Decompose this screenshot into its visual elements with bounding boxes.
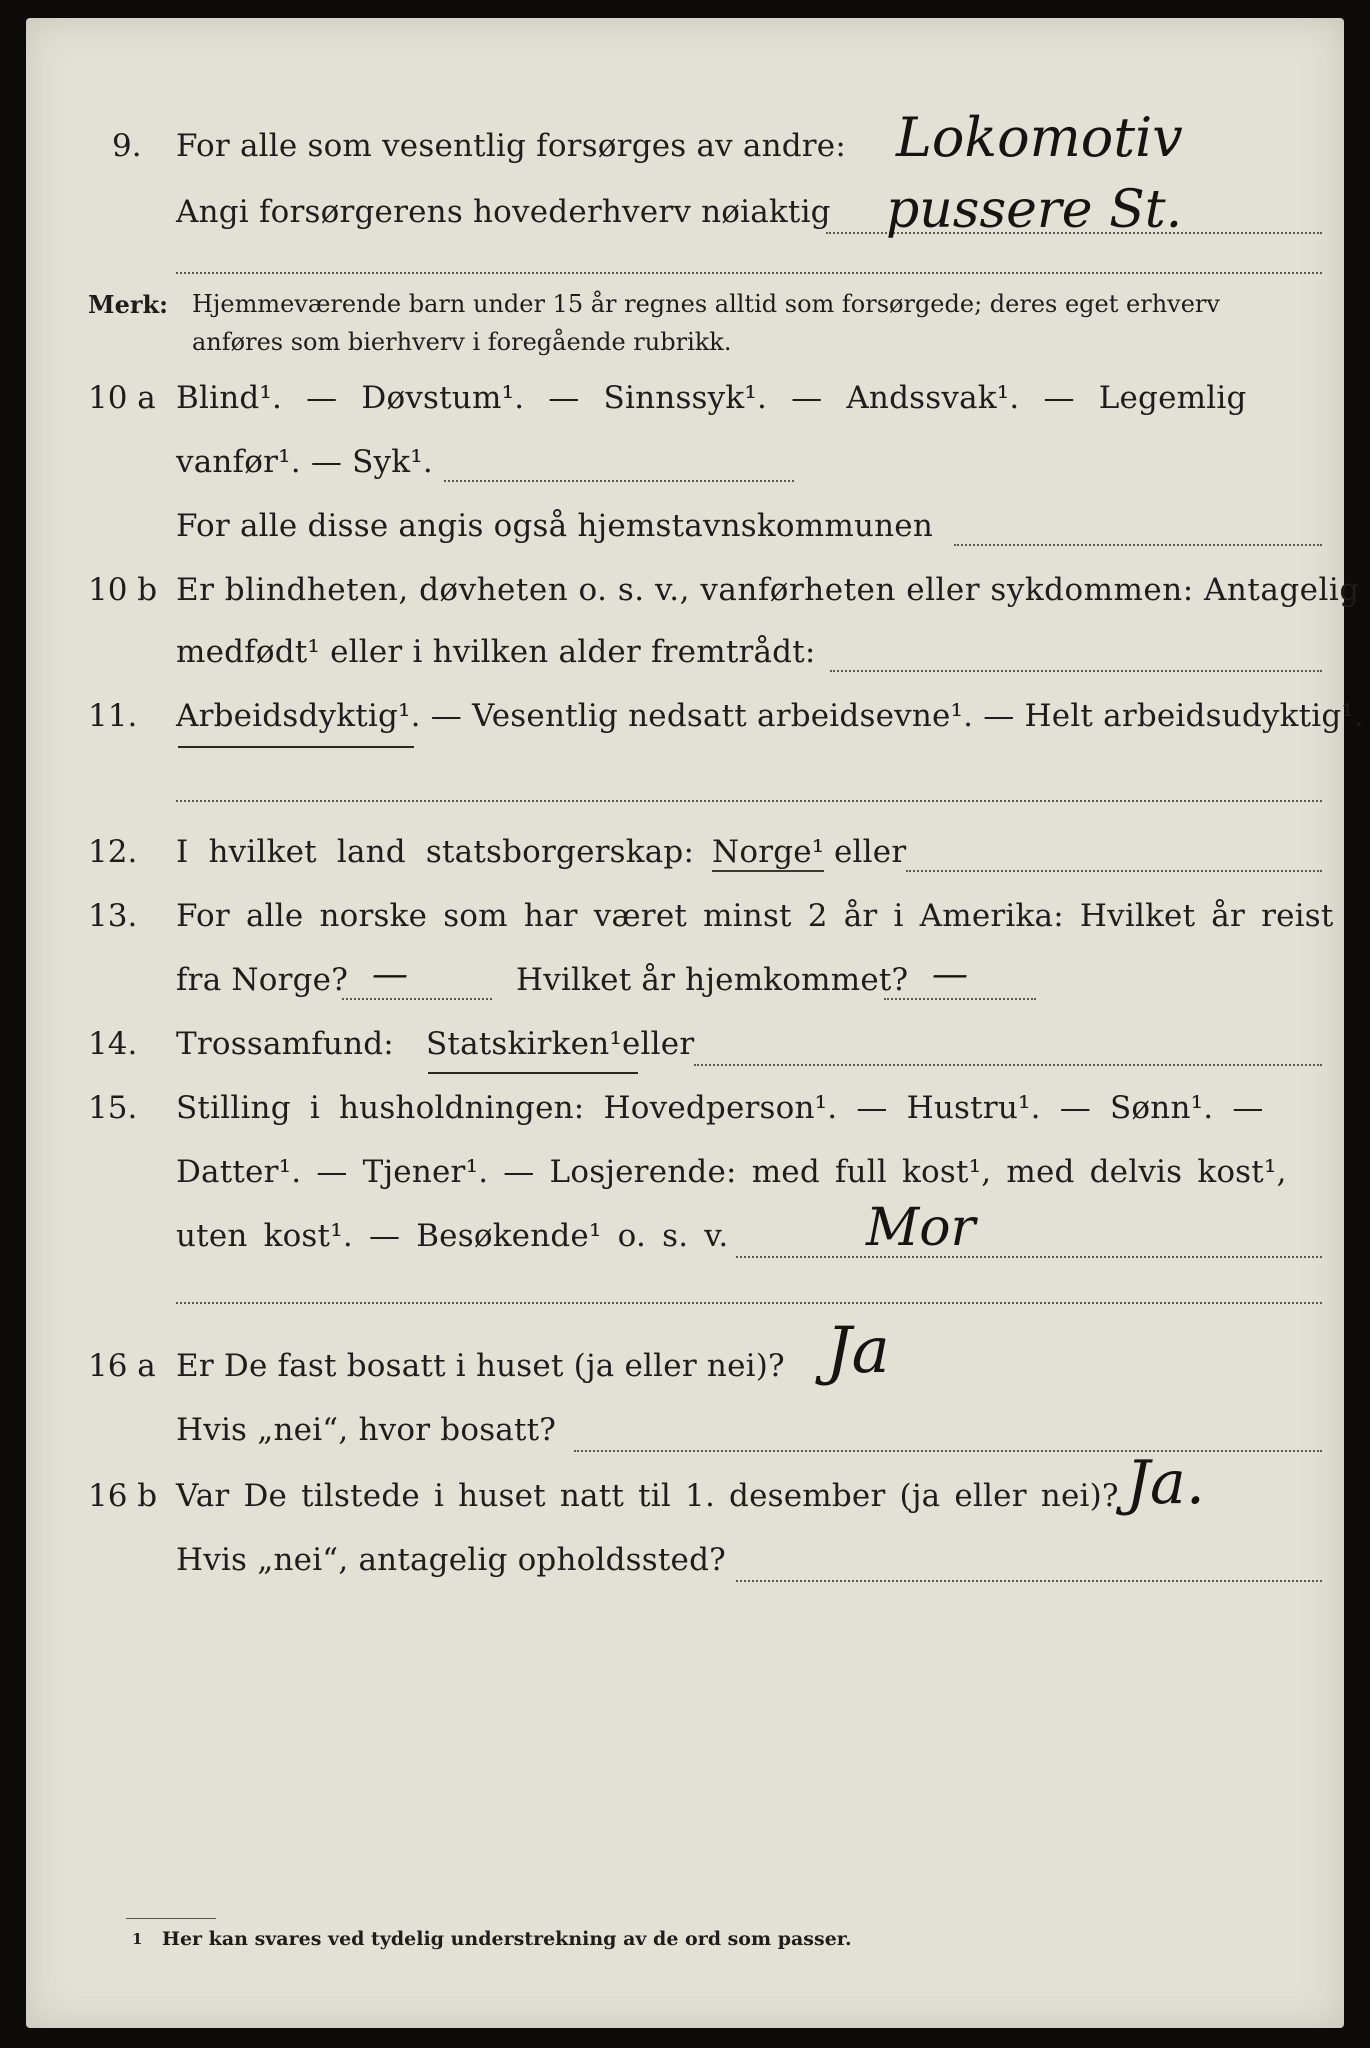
answer-line [906, 870, 1322, 872]
question-10a-line2 [26, 444, 1344, 504]
question-10a [26, 380, 1344, 440]
question-10a-line3 [26, 508, 1344, 568]
underline-mark [178, 746, 414, 748]
question-number: 14. [88, 1026, 138, 1062]
note-text: Hjemmeværende barn under 15 år regnes alltid som forsørgede; deres eget erhverv [192, 290, 1220, 318]
handwritten-answer: Mor [866, 1198, 976, 1258]
answer-line [694, 1064, 1322, 1066]
answer-line [342, 998, 492, 1000]
question-11 [26, 698, 1365, 758]
handwritten-answer: — [932, 954, 968, 995]
question-10b-line2 [26, 634, 1344, 694]
answer-line [954, 544, 1322, 546]
handwritten-answer: pussere St. [886, 180, 1183, 240]
question-number: 16 a [88, 1348, 156, 1384]
answer-line [176, 272, 1322, 274]
handwritten-answer: — [372, 954, 408, 995]
question-12 [26, 834, 1344, 894]
question-15-line3 [26, 1198, 1344, 1278]
answer-line [444, 480, 794, 482]
answer-line [176, 800, 1322, 802]
question-text: Trossamfund: [176, 1026, 394, 1062]
question-text: I hvilket land statsborgerskap: [176, 834, 695, 870]
question-number: 11. [88, 698, 138, 734]
answer-line [176, 1302, 1322, 1304]
question-text: For alle som vesentlig forsørges av andre: [176, 128, 846, 164]
handwritten-answer: Lokomotiv [896, 106, 1183, 169]
handwritten-answer: Ja [826, 1314, 890, 1388]
question-number: 16 b [88, 1478, 158, 1514]
footnote-mark: 1 [132, 1930, 143, 1948]
question-15 [26, 1090, 1344, 1150]
question-text: For alle norske som har været minst 2 år i Amerika: Hvilket år reist [176, 898, 1334, 934]
question-16a [26, 1314, 1344, 1408]
answer-line [574, 1450, 1322, 1452]
question-9 [26, 106, 1344, 188]
selected-option: Statskirken¹ [426, 1026, 622, 1062]
question-text: medfødt¹ eller i hvilken alder fremtrådt: [176, 634, 816, 670]
question-13 [26, 898, 1344, 958]
answer-line [736, 1580, 1322, 1582]
question-number: 15. [88, 1090, 138, 1126]
question-16b-line2 [26, 1542, 1344, 1602]
note-label: Merk: [88, 290, 168, 319]
question-text: Blind¹. — Døvstum¹. — Sinnssyk¹. — Andssvak¹. — Legemlig [176, 380, 1247, 416]
question-number: 10 a [88, 380, 156, 416]
answer-line [830, 670, 1322, 672]
question-text: Hvilket år hjemkommet? [516, 962, 909, 998]
question-text: vanfør¹. — Syk¹. [176, 444, 433, 480]
selected-option: Norge¹ [712, 834, 825, 870]
question-text: Datter¹. — Tjener¹. — Losjerende: med full kost¹, med delvis kost¹, [176, 1154, 1287, 1190]
question-number: 13. [88, 898, 138, 934]
question-16b [26, 1448, 1344, 1538]
question-number: 12. [88, 834, 138, 870]
answer-line [736, 1256, 1322, 1258]
question-text: For alle disse angis også hjemstavnskommunen [176, 508, 933, 544]
question-text: Angi forsørgerens hovederhverv nøiaktig [176, 194, 831, 230]
question-text: eller [834, 834, 907, 870]
question-text: uten kost¹. — Besøkende¹ o. s. v. [176, 1218, 729, 1254]
question-number: 10 b [88, 572, 158, 608]
answer-line [884, 998, 1036, 1000]
question-15-line2 [26, 1154, 1344, 1214]
question-14 [26, 1026, 1344, 1086]
question-text: Var De tilstede i huset natt til 1. desember (ja eller nei)? [176, 1478, 1119, 1514]
question-text: eller [622, 1026, 695, 1062]
question-text: fra Norge? [176, 962, 349, 998]
question-text: Arbeidsdyktig¹. — Vesentlig nedsatt arbeidsevne¹. — Helt arbeidsudyktig¹. [176, 698, 1365, 734]
note-text: anføres som bierhverv i foregående rubrikk. [192, 328, 732, 356]
footnote-divider [126, 1918, 216, 1919]
footnote-text: Her kan svares ved tydelig understrekning av de ord som passer. [162, 1928, 852, 1950]
question-13-line2 [26, 954, 1344, 1022]
question-text: Er De fast bosatt i huset (ja eller nei)? [176, 1348, 785, 1384]
question-text: Er blindheten, døvheten o. s. v., vanførheten eller sykdommen: Antagelig [176, 572, 1360, 608]
handwritten-answer: Ja. [1126, 1448, 1205, 1518]
question-number: 9. [112, 128, 142, 164]
question-text: Hvis „nei“, hvor bosatt? [176, 1412, 557, 1448]
census-form-page [26, 18, 1365, 2028]
question-9-line2 [26, 180, 1344, 254]
question-10b [26, 572, 1360, 632]
question-text: Stilling i husholdningen: Hovedperson¹. — Hustru¹. — Sønn¹. — [176, 1090, 1264, 1126]
underline-mark [428, 1072, 638, 1074]
question-text: Hvis „nei“, antagelig opholdssted? [176, 1542, 726, 1578]
